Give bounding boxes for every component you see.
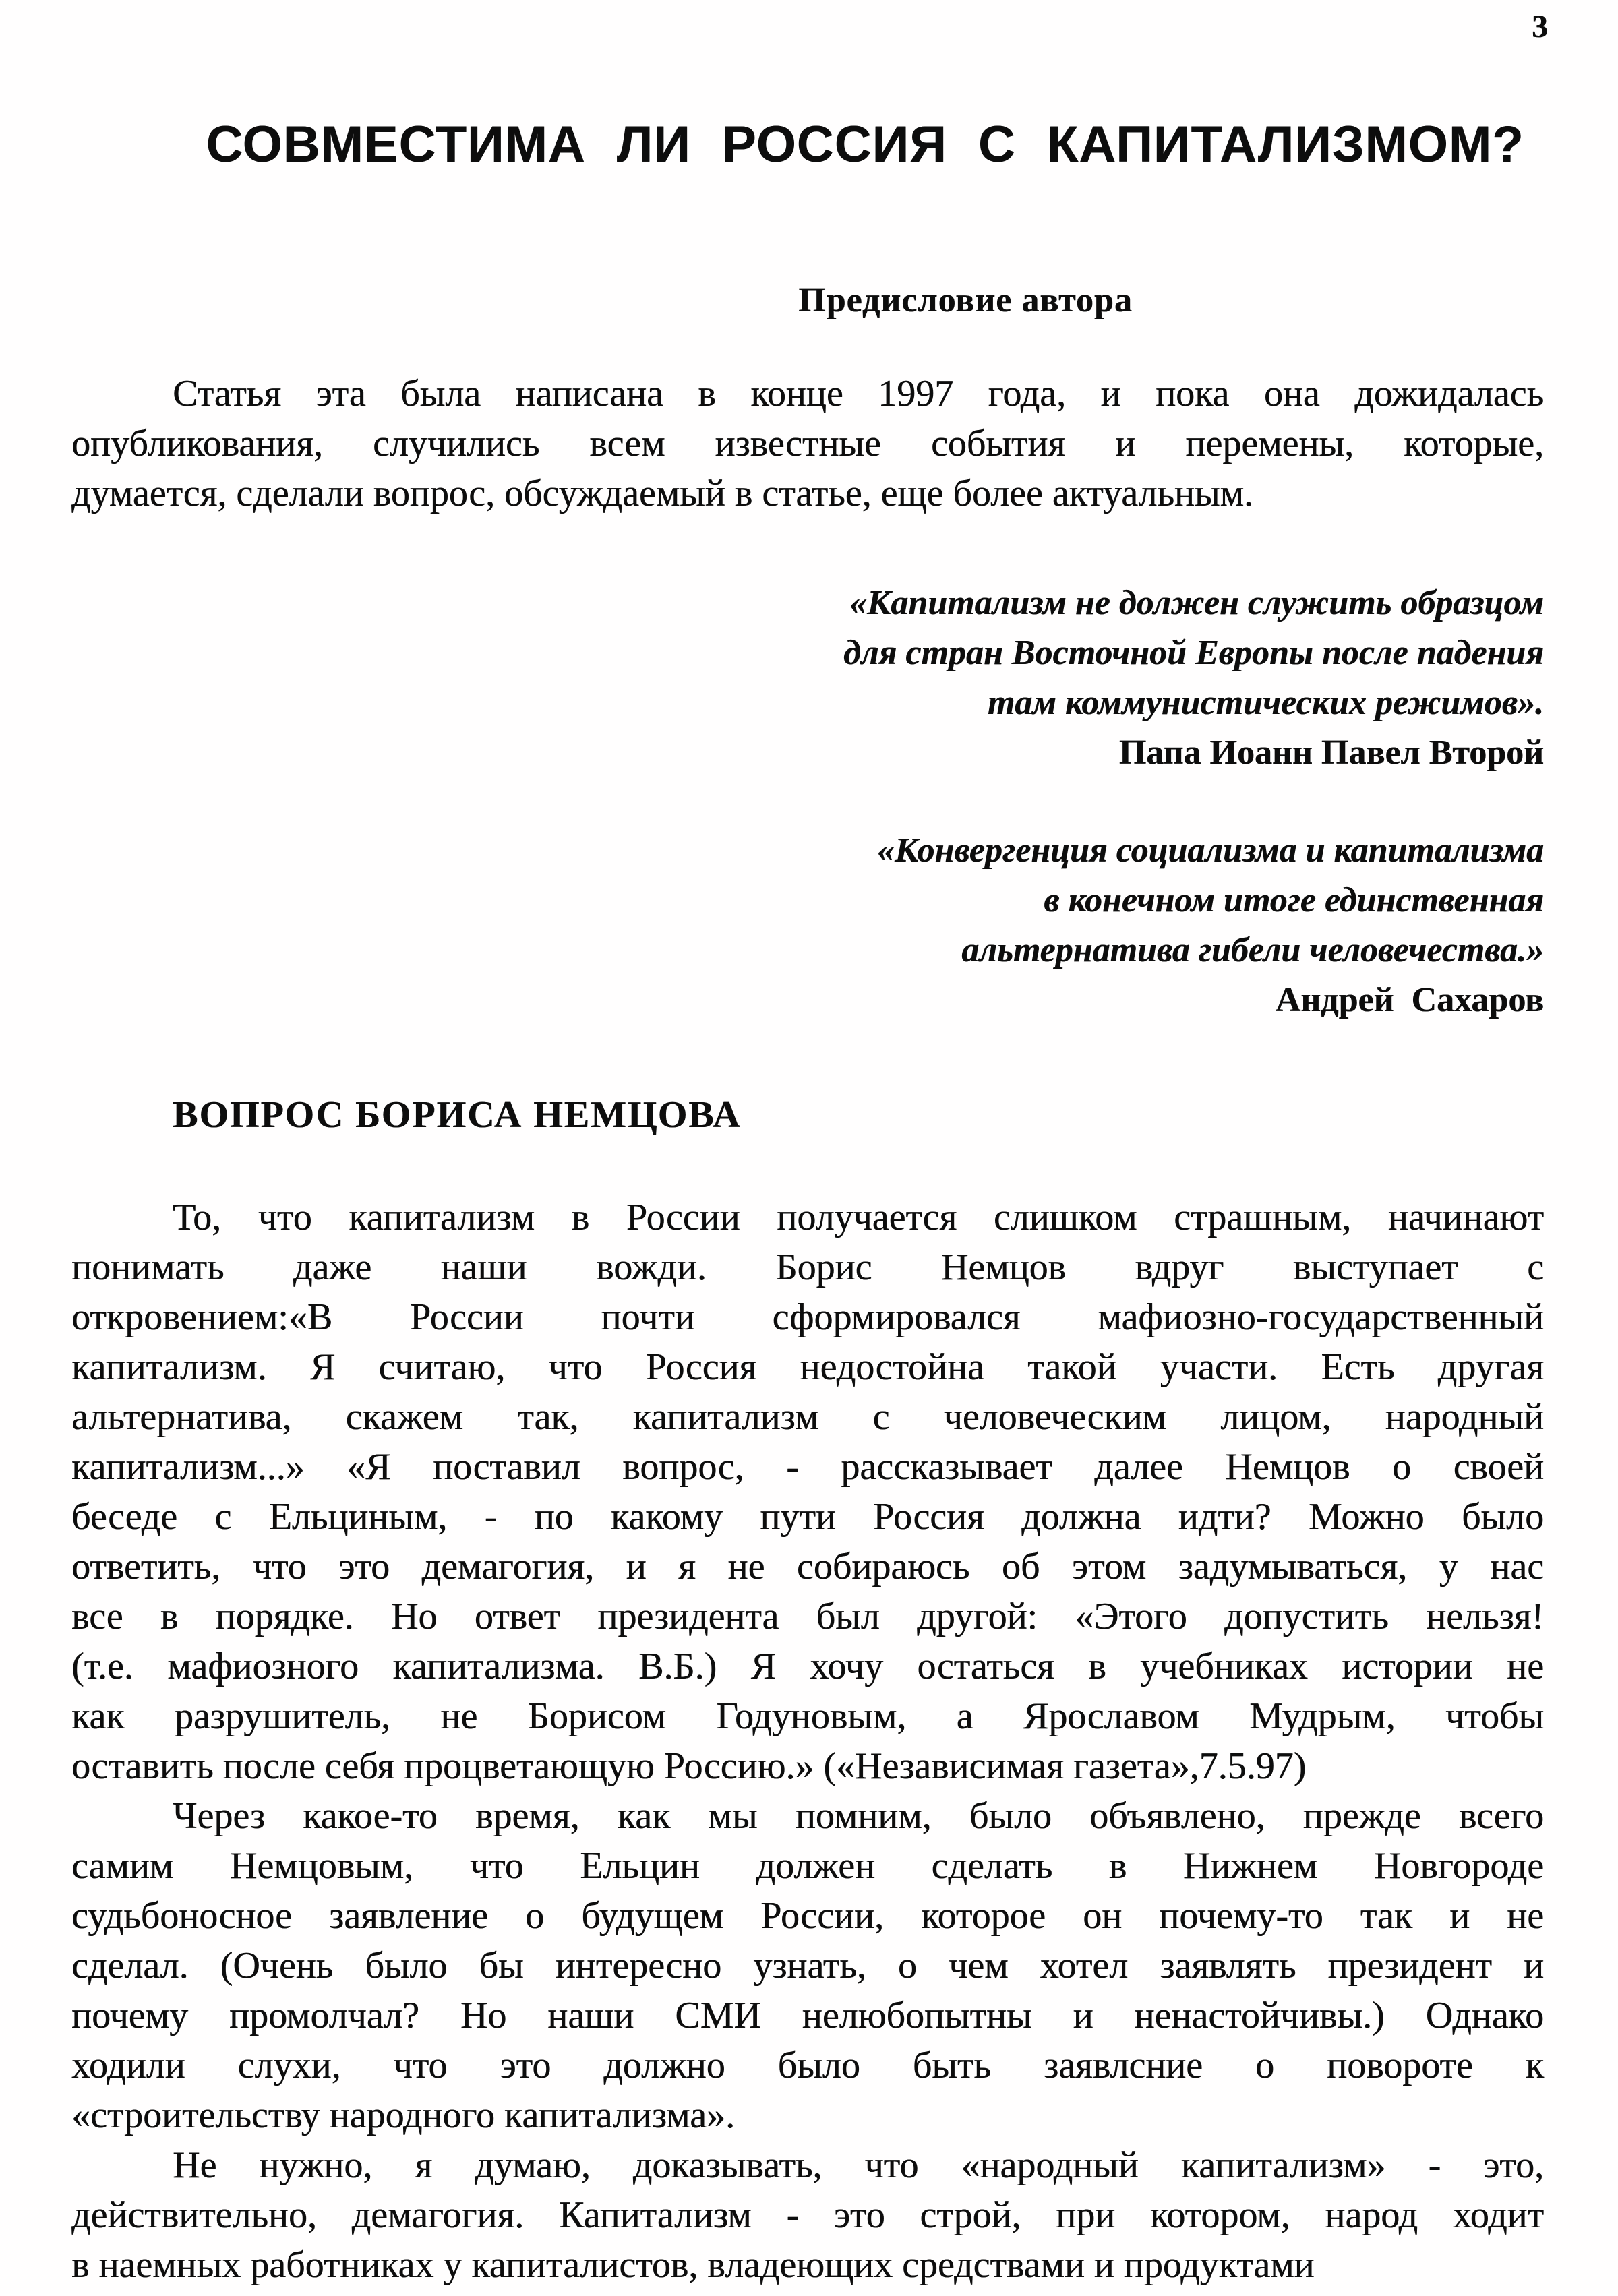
- paragraph: [71, 1791, 1544, 2140]
- text-line: капитализм. Я считаю, что Россия недостойна такой участи. Есть другая: [71, 1346, 1544, 1388]
- text-line: Не нужно, я думаю, доказывать, что «народный капитализм» - это,: [173, 2144, 1544, 2186]
- text-line: почему промолчал? Но наши СМИ нелюбопытны и ненастойчивы.) Однако: [71, 1995, 1544, 2036]
- text-line: судьбоносное заявление о будущем России, которое он почему-то так и не: [71, 1895, 1544, 1937]
- text-line: опубликования, случились всем известные события и перемены, которые,: [71, 423, 1544, 464]
- text-line: сделал. (Очень было бы интересно узнать, о чем хотел заявлять президент и: [71, 1945, 1544, 1987]
- text-line: То, что капитализм в России получается слишком страшным, начинают: [173, 1197, 1544, 1238]
- text-line: думается, сделали вопрос, обсуждаемый в статье, еще более актуальным.: [71, 473, 1253, 514]
- epigraph-sakharov: [71, 826, 1544, 1025]
- text-line: оставить после себя процветающую Россию.» («Независимая газета»,7.5.97): [71, 1745, 1307, 1787]
- text-line: альтернатива, скажем так, капитализм с человеческим лицом, народный: [71, 1396, 1544, 1438]
- text-line: там коммунистических режимов».: [987, 684, 1544, 722]
- article-title: СОВМЕСТИМА ЛИ РОССИЯ С КАПИТАЛИЗМОМ?: [206, 116, 1524, 173]
- text-line: действительно, демагогия. Капитализм - это строй, при котором, народ ходит: [71, 2194, 1544, 2236]
- text-line: в наемных работниках у капиталистов, владеющих средствами и продуктами: [71, 2244, 1315, 2286]
- epigraph-attribution: Андрей Сахаров: [1275, 981, 1544, 1019]
- text-line: понимать даже наши вожди. Борис Немцов вдруг выступает с: [71, 1246, 1544, 1288]
- text-line: «строительству народного капитализма».: [71, 2094, 735, 2136]
- text-line: беседе с Ельциным, - по какому пути Россия должна идти? Можно было: [71, 1496, 1544, 1538]
- epigraph-quote: [71, 826, 1544, 975]
- text-line: альтернатива гибели человечества.»: [961, 931, 1544, 969]
- text-line: ходили слухи, что это должно было быть заявлсние о повороте к: [71, 2045, 1544, 2086]
- text-line: для стран Восточной Европы после падения: [843, 634, 1544, 672]
- text-line: как разрушитель, не Борисом Годуновым, а Ярославом Мудрым, чтобы: [71, 1695, 1544, 1737]
- text-line: капитализм...» «Я поставил вопрос, - рассказывает далее Немцов о своей: [71, 1446, 1544, 1488]
- page-number: 3: [1532, 9, 1548, 44]
- article-body: [71, 1192, 1544, 2290]
- section-heading: ВОПРОС БОРИСА НЕМЦОВА: [173, 1094, 742, 1136]
- text-line: ответить, что это демагогия, и я не собираюсь об этом задумываться, у нас: [71, 1546, 1544, 1588]
- paragraph: [71, 2140, 1544, 2290]
- paragraph: [71, 1192, 1544, 1791]
- preface-heading: Предисловие автора: [798, 281, 1133, 320]
- text-line: «Конвергенция социализма и капитализма: [877, 831, 1544, 870]
- text-line: самим Немцовым, что Ельцин должен сделать в Нижнем Новгороде: [71, 1845, 1544, 1887]
- text-line: откровением:«В России почти сформировался мафиозно-государственный: [71, 1296, 1544, 1338]
- text-line: (т.е. мафиозного капитализма. В.Б.) Я хочу остаться в учебниках истории не: [71, 1645, 1544, 1687]
- text-line: Через какое-то время, как мы помним, было объявлено, прежде всего: [173, 1795, 1544, 1837]
- text-line: «Капитализм не должен служить образцом: [849, 584, 1544, 622]
- epigraph-attribution: Папа Иоанн Павел Второй: [1118, 733, 1544, 772]
- epigraph-pope: [71, 578, 1544, 778]
- epigraph-quote: [71, 578, 1544, 728]
- text-line: в конечном итоге единственная: [1044, 881, 1544, 919]
- text-line: Статья эта была написана в конце 1997 года, и пока она дожидалась: [173, 373, 1544, 415]
- text-line: все в порядке. Но ответ президента был другой: «Этого допустить нельзя!: [71, 1596, 1544, 1637]
- preface-paragraph: [71, 369, 1544, 518]
